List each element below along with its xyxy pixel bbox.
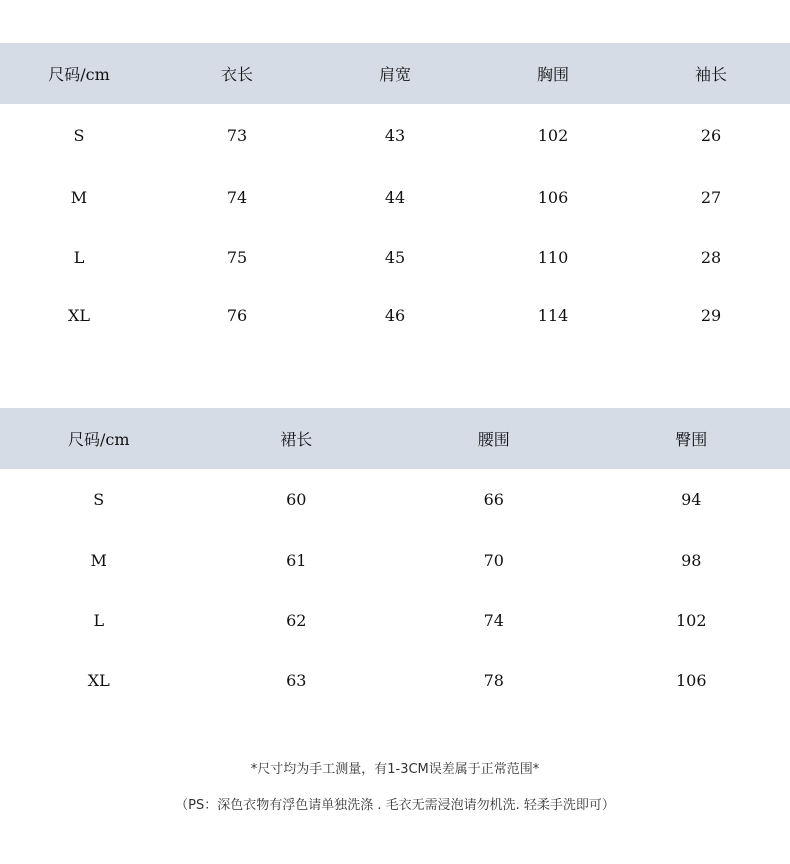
table-cell: 106 — [537, 187, 569, 207]
header-cell-skirt-length: 裙长 — [280, 430, 313, 449]
table-cell: 110 — [537, 247, 569, 267]
top-size-table — [0, 43, 790, 344]
measurement-note: *尺寸均为手工测量，有1-3CM误差属于正常范围* — [250, 762, 540, 777]
table-cell: XL — [87, 670, 110, 690]
header-cell-size: 尺码/cm — [48, 65, 110, 84]
table-cell: 74 — [483, 610, 504, 630]
table-row — [0, 590, 790, 650]
table-cell: 60 — [286, 490, 307, 509]
header-cell-size: 尺码/cm — [67, 430, 130, 449]
top-table-header — [0, 43, 790, 104]
table-row — [0, 650, 790, 710]
table-cell: 61 — [286, 550, 307, 570]
table-cell: 78 — [483, 670, 504, 690]
table-cell: XL — [67, 306, 90, 325]
table-cell: 45 — [384, 247, 406, 267]
bottom-table-header — [0, 408, 790, 469]
table-cell: 43 — [384, 126, 406, 145]
header-cell-sleeve: 袖长 — [694, 65, 727, 84]
table-cell: L — [73, 247, 85, 267]
table-cell: 44 — [384, 187, 406, 207]
table-cell: S — [73, 126, 85, 145]
header-cell-shoulder: 肩宽 — [378, 65, 411, 84]
table-cell: L — [93, 610, 105, 630]
table-cell: 74 — [226, 187, 248, 207]
header-cell-length: 衣长 — [220, 65, 253, 84]
table-row — [0, 287, 790, 344]
bottom-size-table — [0, 408, 790, 710]
table-row — [0, 530, 790, 590]
header-cell-chest: 胸围 — [536, 65, 569, 84]
table-cell: 29 — [700, 306, 722, 325]
table-cell: 28 — [700, 247, 722, 267]
header-cell-hip: 臀围 — [675, 430, 708, 449]
table-cell: 102 — [537, 126, 569, 145]
table-cell: S — [93, 490, 105, 509]
table-cell: 114 — [537, 306, 569, 325]
table-cell: 46 — [384, 306, 406, 325]
care-note: （PS：深色衣物有浮色请单独洗涤 . 毛衣无需浸泡请勿机洗. 轻柔手洗即可） — [175, 798, 615, 813]
table-cell: 75 — [226, 247, 248, 267]
table-cell: 26 — [700, 126, 722, 145]
table-cell: 94 — [681, 490, 702, 509]
table-row — [0, 469, 790, 530]
table-cell: 98 — [681, 550, 702, 570]
table-cell: 70 — [483, 550, 504, 570]
table-cell: 66 — [483, 490, 504, 509]
header-cell-waist: 腰围 — [477, 430, 510, 449]
table-cell: 73 — [226, 126, 248, 145]
table-cell: M — [90, 550, 107, 570]
table-cell: 106 — [675, 670, 707, 690]
table-cell: M — [70, 187, 88, 207]
table-row — [0, 167, 790, 227]
table-row — [0, 227, 790, 287]
table-cell: 27 — [700, 187, 722, 207]
table-cell: 62 — [286, 610, 307, 630]
table-row — [0, 104, 790, 167]
table-cell: 63 — [286, 670, 307, 690]
table-cell: 102 — [675, 610, 707, 630]
table-cell: 76 — [226, 306, 248, 325]
